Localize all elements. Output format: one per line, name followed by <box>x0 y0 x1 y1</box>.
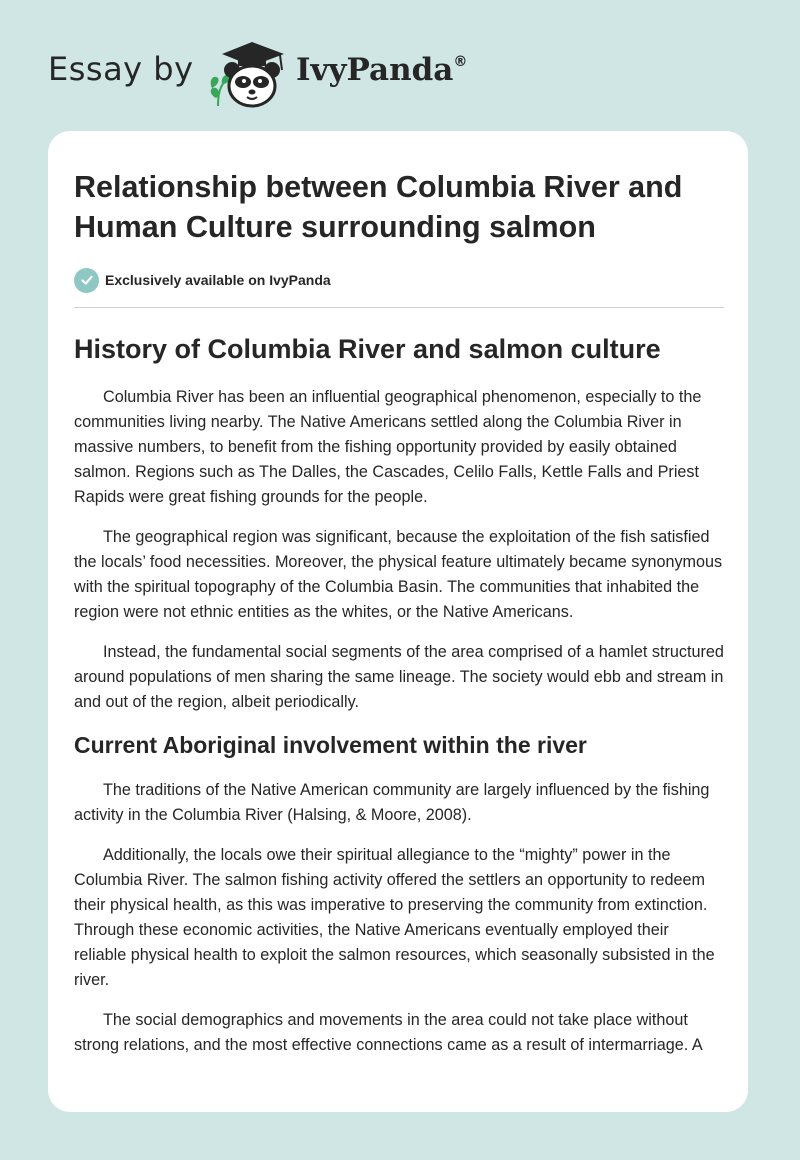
paragraph: The traditions of the Native American community are largely influenced by the fishing activity in the Columbia River (Halsing, & Moore, 2008). <box>74 781 710 824</box>
registered-mark: ® <box>453 54 468 70</box>
essay-by-label: Essay by <box>48 50 194 88</box>
section-heading: History of Columbia River and salmon culture <box>74 334 661 364</box>
check-icon <box>74 268 99 293</box>
paragraph: Instead, the fundamental social segments of the area comprised of a hamlet structured around populations of men sharing the same lineage. The society would ebb and stream in and out of the region, albeit periodically. <box>74 643 724 711</box>
brand-logo-text[interactable]: IvyPanda® <box>296 52 468 88</box>
section-heading: Current Aboriginal involvement within the river <box>74 732 587 758</box>
title-divider <box>74 307 724 308</box>
essay-title: Relationship between Columbia River and Human Culture surrounding salmon <box>74 170 683 244</box>
exclusive-badge-label: Exclusively available on IvyPanda <box>105 272 331 288</box>
paragraph: The geographical region was significant, because the exploitation of the fish satisfied the locals’ food necessities. Moreover, the physical feature ultimately became synonymous with the spiritual topography of the Columbia Basin. The communities that inhabited the region were not ethnic entities as the whites, or the Native Americans. <box>74 528 723 621</box>
site-header <box>0 0 800 125</box>
paragraph: The social demographics and movements in the area could not take place without strong relations, and the most effective connections came as a result of intermarriage. A <box>74 1011 703 1054</box>
exclusive-badge <box>74 267 724 293</box>
essay-content <box>74 167 724 1073</box>
essay-card <box>48 131 748 1112</box>
paragraph: Columbia River has been an influential geographical phenomenon, especially to the communities living nearby. The Native Americans settled along the Columbia River in massive numbers, to benefit from the fishing opportunity provided by easily obtained salmon. Regions such as The Dalles, the Cascades, Celilo Falls, Kettle Falls and Priest Rapids were great fishing grounds for the people. <box>74 388 702 506</box>
panda-graduate-icon[interactable] <box>200 36 292 110</box>
paragraph: Additionally, the locals owe their spiritual allegiance to the “mighty” power in the Columbia River. The salmon fishing activity offered the settlers an opportunity to redeem their physical health, as this was imperative to preserving the community from extinction. Through these economic activities, the Native Americans eventually employed their reliable physical health to exploit the salmon resources, which seasonally subsisted in the river. <box>74 846 715 989</box>
